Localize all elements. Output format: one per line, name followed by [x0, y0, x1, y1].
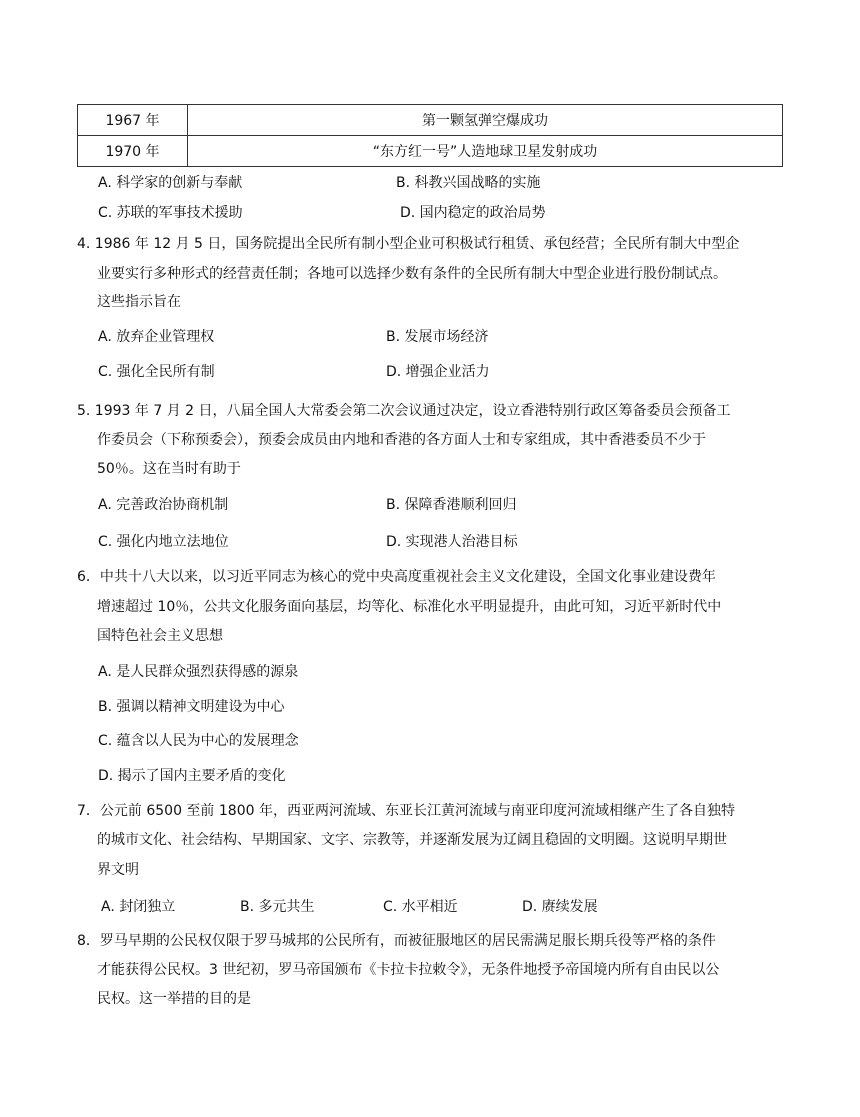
q7-stem-line: 7．公元前 6500 至前 1800 年，西亚两河流域、东亚长江黄河流域与南亚印度河流域相继产生了各自独特 [77, 803, 735, 819]
table-row [78, 105, 783, 136]
q3-option-d[interactable]: D. 国内稳定的政治局势 [400, 205, 546, 221]
q5-stem-line: 5. 1993 年 7 月 2 日，八届全国人大常委会第二次会议通过决定，设立香港特别行政区筹备委员会预备工 [77, 403, 731, 419]
q3-option-b[interactable]: B. 科教兴国战略的实施 [396, 175, 541, 191]
q4-option-b[interactable]: B. 发展市场经济 [386, 329, 489, 345]
q5-option-a[interactable]: A. 完善政治协商机制 [98, 497, 229, 513]
q6-option-d[interactable]: D. 揭示了国内主要矛盾的变化 [98, 768, 286, 784]
q7-stem-line: 的城市文化、社会结构、早期国家、文字、宗教等，并逐渐发展为辽阔且稳固的文明圈。这说明早期世 [97, 832, 727, 848]
q7-option-d[interactable]: D. 赓续发展 [522, 899, 598, 915]
event-cell: 第一颗氢弹空爆成功 [188, 105, 783, 136]
q6-stem-line: 6．中共十八大以来，以习近平同志为核心的党中央高度重视社会主义文化建设，全国文化事业建设费年 [77, 569, 716, 585]
q7-stem-line: 界文明 [97, 862, 139, 878]
q3-option-a[interactable]: A. 科学家的创新与奉献 [98, 175, 243, 191]
q5-stem-line: 50％。这在当时有助于 [97, 461, 241, 477]
q4-stem-line: 这些指示旨在 [97, 294, 181, 310]
q8-stem-line: 才能获得公民权。3 世纪初，罗马帝国颁布《卡拉卡拉敕令》，无条件地授予帝国境内所有自由民以公 [97, 962, 720, 978]
year-cell: 1970 年 [78, 136, 188, 167]
q7-option-c[interactable]: C. 水平相近 [383, 899, 458, 915]
q8-stem-line: 8．罗马早期的公民权仅限于罗马城邦的公民所有，而被征服地区的居民需满足服长期兵役等严格的条件 [77, 933, 716, 949]
q5-option-b[interactable]: B. 保障香港顺利回归 [386, 497, 517, 513]
event-cell: “东方红一号”人造地球卫星发射成功 [188, 136, 783, 167]
q4-option-a[interactable]: A. 放弃企业管理权 [98, 329, 215, 345]
q4-option-d[interactable]: D. 增强企业活力 [386, 364, 490, 380]
q5-option-d[interactable]: D. 实现港人治港目标 [386, 534, 518, 550]
q4-stem-line: 业要实行多种形式的经营责任制；各地可以选择少数有条件的全民所有制大中型企业进行股份制试点。 [97, 266, 727, 282]
q7-option-a[interactable]: A. 封闭独立 [101, 899, 176, 915]
q5-option-c[interactable]: C. 强化内地立法地位 [98, 534, 229, 550]
year-cell: 1967 年 [78, 105, 188, 136]
q7-option-b[interactable]: B. 多元共生 [240, 899, 315, 915]
q6-option-b[interactable]: B. 强调以精神文明建设为中心 [98, 699, 285, 715]
q6-stem-line: 国特色社会主义思想 [97, 628, 223, 644]
events-table [77, 104, 783, 167]
q5-stem-line: 作委员会（下称预委会），预委会成员由内地和香港的各方面人士和专家组成，其中香港委员不少于 [97, 432, 706, 448]
q6-option-c[interactable]: C. 蕴含以人民为中心的发展理念 [98, 733, 299, 749]
q6-stem-line: 增速超过 10％，公共文化服务面向基层，均等化、标准化水平明显提升，由此可知，习近平新时代中 [97, 599, 722, 615]
q6-option-a[interactable]: A. 是人民群众强烈获得感的源泉 [98, 664, 299, 680]
q8-stem-line: 民权。这一举措的目的是 [97, 991, 251, 1007]
q4-stem-line: 4. 1986 年 12 月 5 日，国务院提出全民所有制小型企业可积极试行租赁、承包经营；全民所有制大中型企 [77, 236, 740, 252]
q4-option-c[interactable]: C. 强化全民所有制 [98, 364, 215, 380]
q3-option-c[interactable]: C. 苏联的军事技术援助 [98, 205, 243, 221]
table-row [78, 136, 783, 167]
